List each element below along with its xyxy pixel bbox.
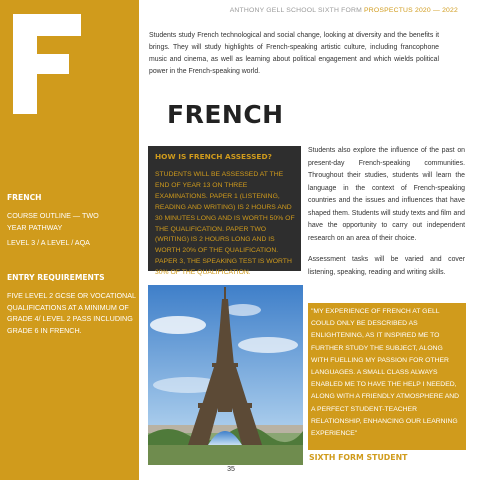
quote-attribution: SIXTH FORM STUDENT (309, 453, 408, 462)
right-paragraph-1: Students also explore the influence of the past on present-day French-speaking communities. Throughout their studies, students will learn the language in the context of French-speaking countries and the issues and influences that have shaped them. Students will study texts and film and have the opportunity to carry out independent research on an area of their choice. (308, 147, 465, 242)
page-title: FRENCH (167, 100, 284, 129)
course-level: LEVEL 3 / A LEVEL / AQA (7, 238, 90, 247)
assessment-box (148, 146, 301, 277)
header-rest: PROSPECTUS 2020 — 2022 (361, 7, 458, 14)
quote-box (308, 303, 466, 450)
eiffel-tower-photo (148, 285, 303, 465)
assessment-heading: HOW IS FRENCH ASSESSED? (155, 152, 272, 161)
assessment-body: STUDENTS WILL BE ASSESSED AT THE END OF YEAR 13 ON THREE EXAMINATIONS. PAPER 1 (LISTENING, READING AND WRITING) IS 2 HOURS AND 30 MINUTES LONG AND IS WORTH 50% OF THE QUALIFICATION. PAPER TWO (WRITING) IS 2 HOURS LONG AND IS WORTH 20% OF THE QUALIFICATION. PAPER 3, THE SPEAKING TEST IS WORTH 30% OF THE QUALIFICATION. (155, 171, 295, 277)
eiffel-tower-icon (148, 285, 303, 465)
intro-paragraph: Students study French technological and social change, looking at diversity and the benefits it brings. They will study highlights of French-speaking artistic culture, including francophone music and cinema, as well as learning about political engagement and which wields political power in the French-speaking world. (149, 32, 439, 75)
page-number: 35 (227, 466, 235, 473)
sidebar (0, 0, 139, 480)
quote-text: "MY EXPERIENCE OF FRENCH AT GELL COULD ONLY BE DESCRIBED AS ENLIGHTENING, AS IT INSPIRED ME TO FURTHER STUDY THE SUBJECT, ALONG WITH FUELLING MY PASSION FOR OTHER LANGUAGES. A SMALL CLASS ALWAYS ENABLED ME TO HAVE THE HELP I NEEDED, ALONG WITH A FRIENDLY ATMOSPHERE AND A PERFECT STUDENT-TEACHER RELATIONSHIP, ENHANCING OUR LEARNING EXPERIENCE" (311, 308, 460, 438)
header-school: ANTHONY GELL SCHOOL SIXTH FORM (229, 7, 362, 14)
entry-requirements-heading: ENTRY REQUIREMENTS (7, 273, 105, 282)
subject-heading: FRENCH (7, 193, 42, 202)
big-letter-f (13, 14, 83, 114)
entry-requirements-text: FIVE LEVEL 2 GCSE OR VOCATIONAL QUALIFICATIONS AT A MINIMUM OF GRADE 4/ LEVEL 2 PASS INCLUDING GRADE 6 IN FRENCH. (7, 291, 136, 335)
page-header (230, 7, 458, 14)
course-outline: COURSE OUTLINE — TWO YEAR PATHWAY (7, 211, 99, 232)
right-paragraph-2: Assessment tasks will be varied and cover listening, speaking, reading and writing skills. (308, 256, 465, 276)
